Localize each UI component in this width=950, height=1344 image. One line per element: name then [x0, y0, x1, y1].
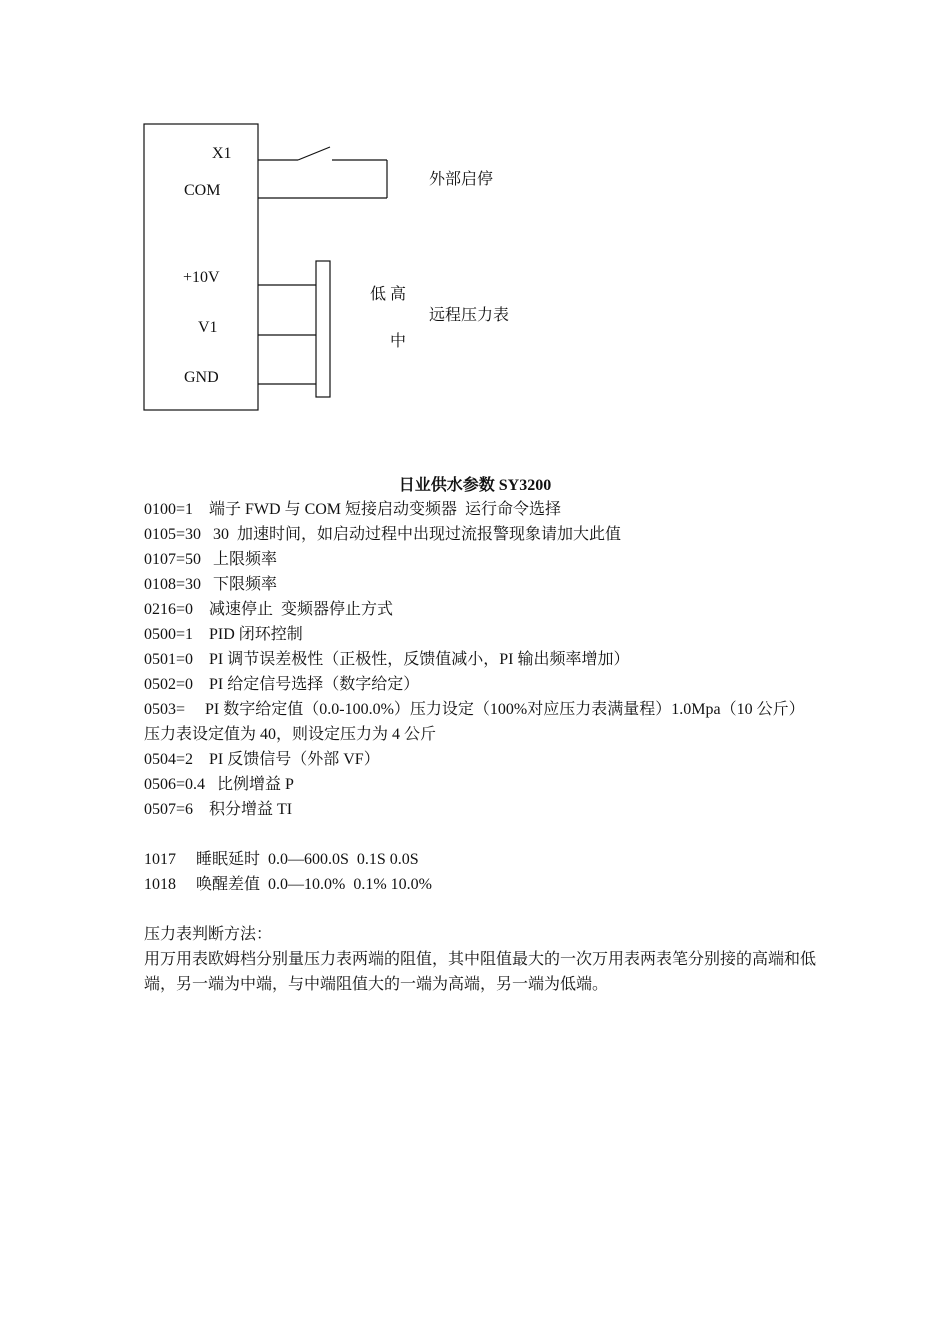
terminal-10v-label: +10V — [183, 269, 220, 286]
param-line: 0503= PI 数字给定值（0.0-100.0%）压力设定（100%对应压力表满量程）1.0Mpa（10 公斤） — [144, 701, 805, 718]
start-stop-switch — [258, 147, 387, 198]
param-line: 压力表设定值为 40，则设定压力为 4 公斤 — [144, 726, 437, 743]
method-heading: 压力表判断方法： — [144, 926, 273, 943]
param-line: 0507=6 积分增益 TI — [144, 801, 293, 818]
param-line: 0506=0.4 比例增益 P — [144, 776, 294, 793]
pot-mid-label: 中 — [390, 333, 407, 350]
pot-high-label: 高 — [390, 286, 407, 303]
wiring-diagram — [0, 0, 950, 440]
terminal-com-label: COM — [184, 182, 221, 199]
document-title: 日业供水参数 SY3200 — [398, 477, 552, 494]
document-body — [144, 497, 824, 997]
param-line: 0500=1 PID 闭环控制 — [144, 626, 303, 643]
param-line: 0502=0 PI 给定信号选择（数字给定） — [144, 676, 420, 693]
external-start-stop-label: 外部启停 — [429, 171, 494, 188]
param-line: 0501=0 PI 调节误差极性（正极性，反馈值减小，PI 输出频率增加） — [144, 651, 630, 668]
sleep-parameter-list — [144, 847, 824, 897]
terminal-x1-label: X1 — [212, 145, 232, 162]
remote-pressure-gauge — [258, 261, 330, 397]
param-line: 0108=30 下限频率 — [144, 576, 278, 593]
remote-gauge-label: 远程压力表 — [429, 307, 510, 324]
sleep-param-line: 1018 唤醒差值 0.0—10.0% 0.1% 10.0% — [144, 876, 432, 893]
terminal-v1-label: V1 — [198, 319, 218, 336]
pot-low-label: 低 — [370, 286, 387, 303]
sleep-param-line: 1017 睡眠延时 0.0—600.0S 0.1S 0.0S — [144, 851, 419, 868]
param-line: 0105=30 30 加速时间，如启动过程中出现过流报警现象请加大此值 — [144, 526, 622, 543]
param-line: 0107=50 上限频率 — [144, 551, 278, 568]
parameter-list — [144, 497, 824, 822]
method-paragraph: 用万用表欧姆档分别量压力表两端的阻值，其中阻值最大的一次万用表两表笔分别接的高端和低端，另一端为中端，与中端阻值大的一端为高端，另一端为低端。 — [144, 951, 817, 993]
param-line: 0100=1 端子 FWD 与 COM 短接启动变频器 运行命令选择 — [144, 501, 562, 518]
param-line: 0504=2 PI 反馈信号（外部 VF） — [144, 751, 380, 768]
spacer — [144, 822, 824, 847]
terminal-gnd-label: GND — [184, 369, 219, 386]
param-line: 0216=0 减速停止 变频器停止方式 — [144, 601, 394, 618]
terminal-block — [144, 124, 258, 410]
spacer — [144, 897, 824, 922]
